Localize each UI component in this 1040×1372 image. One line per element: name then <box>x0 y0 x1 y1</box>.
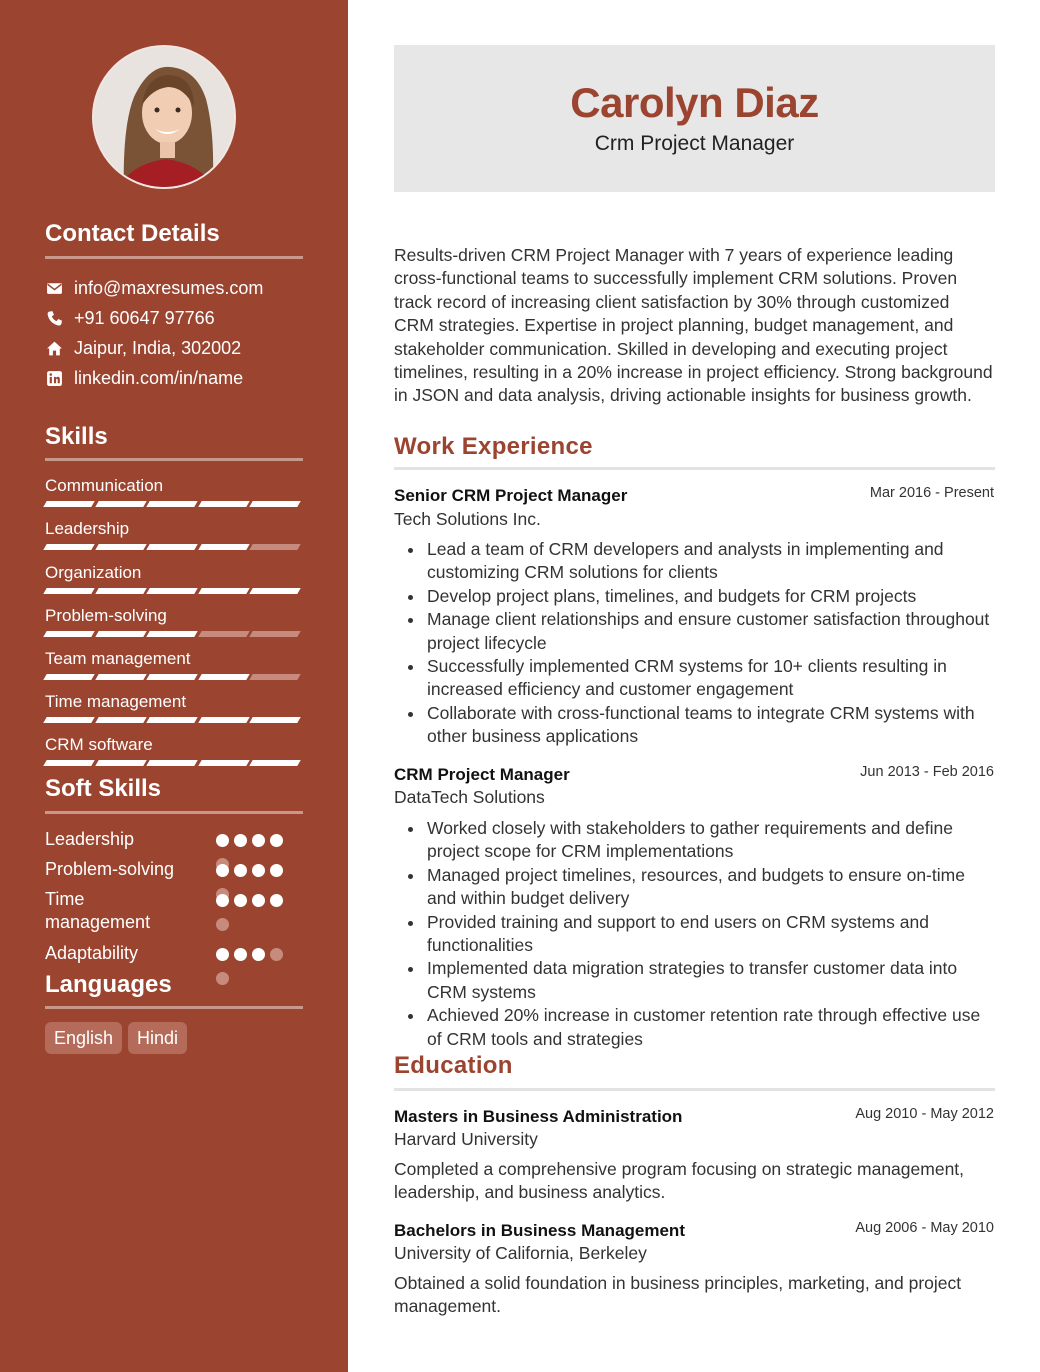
school-name: University of California, Berkeley <box>394 1243 647 1263</box>
education-dates: Aug 2006 - May 2010 <box>855 1220 994 1236</box>
skill-level-segment <box>198 631 249 637</box>
skill-item <box>45 475 303 497</box>
degree-title: Masters in Business Administration <box>394 1107 683 1126</box>
skill-level-segment <box>249 544 300 550</box>
sidebar <box>0 0 348 1372</box>
work-experience-heading: Work Experience <box>394 433 593 460</box>
soft-skill-item <box>45 942 303 965</box>
skill-level-segment <box>146 631 197 637</box>
profile-summary: Results-driven CRM Project Manager with 7 years of experience leading cross-functional teams to successfully implement CRM solutions. Proven track record of increasing client satisfaction by 30% through customized CRM strategies. Expertise in project planning, budget management, and stakeholder communication. Skilled in developing and executing project timelines, resulting in a 20% increase in project efficiency. Strong background in JSON and data analysis, driving actionable insights for business growth. <box>394 245 993 406</box>
skill-label: Leadership <box>45 519 130 538</box>
school-name: Harvard University <box>394 1129 538 1149</box>
job-bullets <box>405 817 995 1051</box>
language-tag: Hindi <box>128 1022 187 1054</box>
skill-level-segment <box>249 760 300 766</box>
skill-level-segment <box>95 760 146 766</box>
skill-level-bar <box>45 501 303 507</box>
skill-level-segment <box>95 631 146 637</box>
contact-address-text: Jaipur, India, 302002 <box>74 337 242 358</box>
skill-item <box>45 605 303 627</box>
skill-item <box>45 562 303 584</box>
rating-dot <box>252 864 265 877</box>
skill-level-segment <box>249 588 300 594</box>
languages-heading: Languages <box>45 971 172 998</box>
skill-level-bar <box>45 631 303 637</box>
skill-level-segment <box>95 717 146 723</box>
list-item: Collaborate with cross-functional teams to integrate CRM systems with other business applications <box>405 702 995 749</box>
skill-level-bar <box>45 760 303 766</box>
skill-level-bar <box>45 588 303 594</box>
job-company: DataTech Solutions <box>394 787 545 807</box>
soft-skills-heading: Soft Skills <box>45 775 162 802</box>
education-description: Obtained a solid foundation in business principles, marketing, and project management. <box>394 1273 962 1317</box>
skill-label: Communication <box>45 476 164 495</box>
soft-skill-item <box>45 858 303 881</box>
skill-level-segment <box>198 717 249 723</box>
resume-header <box>394 45 995 192</box>
skill-level-segment <box>146 588 197 594</box>
work-experience-divider <box>394 467 995 470</box>
skill-level-segment <box>146 674 197 680</box>
rating-dot <box>234 948 247 961</box>
language-tag: English <box>45 1022 122 1054</box>
contact-address <box>45 336 241 360</box>
list-item: Successfully implemented CRM systems for 10+ clients resulting in increased efficiency and customer engagement <box>405 655 995 702</box>
skill-item <box>45 518 303 540</box>
avatar-image <box>94 47 236 189</box>
skill-level-segment <box>249 674 300 680</box>
rating-dot <box>252 834 265 847</box>
skill-level-segment <box>249 501 300 507</box>
rating-dot <box>216 918 229 931</box>
skill-level-segment <box>146 501 197 507</box>
soft-skill-rating <box>216 948 296 996</box>
list-item: Provided training and support to end users on CRM systems and functionalities <box>405 911 995 958</box>
skills-heading: Skills <box>45 423 108 450</box>
rating-dot <box>216 864 229 877</box>
skill-level-bar <box>45 674 303 680</box>
phone-icon <box>45 309 63 327</box>
education-divider <box>394 1088 995 1091</box>
skill-item <box>45 648 303 670</box>
rating-dot <box>234 894 247 907</box>
skill-item <box>45 734 303 756</box>
job-company: Tech Solutions Inc. <box>394 509 541 529</box>
skill-level-segment <box>43 544 94 550</box>
rating-dot <box>216 972 229 985</box>
soft-skills-divider <box>45 811 303 814</box>
list-item: Achieved 20% increase in customer retention rate through effective use of CRM tools and strategies <box>405 1004 995 1051</box>
skill-level-segment <box>95 501 146 507</box>
skill-level-segment <box>198 760 249 766</box>
skill-level-segment <box>198 674 249 680</box>
list-item: Implemented data migration strategies to transfer customer data into CRM systems <box>405 957 995 1004</box>
soft-skill-item <box>45 888 303 934</box>
soft-skill-label: Adaptability <box>45 943 139 963</box>
job-title: CRM Project Manager <box>394 765 570 784</box>
job-title: Senior CRM Project Manager <box>394 486 628 505</box>
skill-level-segment <box>198 501 249 507</box>
skill-label: CRM software <box>45 735 153 754</box>
contact-email-text: info@maxresumes.com <box>74 277 264 298</box>
list-item: Lead a team of CRM developers and analysts in implementing and customizing CRM solutions for clients <box>405 538 995 585</box>
soft-skill-label: Leadership <box>45 829 135 849</box>
contact-phone-text: +91 60647 97766 <box>74 307 215 328</box>
list-item: Worked closely with stakeholders to gather requirements and define project scope for CRM implementations <box>405 817 995 864</box>
skill-label: Problem-solving <box>45 606 167 625</box>
skill-level-segment <box>95 588 146 594</box>
degree-title: Bachelors in Business Management <box>394 1221 685 1240</box>
job-bullets <box>405 538 995 749</box>
skill-level-segment <box>43 588 94 594</box>
skill-level-segment <box>95 544 146 550</box>
rating-dot <box>252 894 265 907</box>
contact-linkedin[interactable] <box>45 366 243 390</box>
skills-divider <box>45 458 303 461</box>
list-item: Managed project timelines, resources, and budgets to ensure on-time and within budget delivery <box>405 864 995 911</box>
soft-skill-item <box>45 828 303 851</box>
skill-level-bar <box>45 544 303 550</box>
job-dates: Jun 2013 - Feb 2016 <box>860 764 994 780</box>
skill-level-segment <box>146 717 197 723</box>
skill-level-segment <box>43 760 94 766</box>
skill-level-segment <box>43 631 94 637</box>
skill-level-segment <box>43 717 94 723</box>
rating-dot <box>216 894 229 907</box>
skill-level-segment <box>198 588 249 594</box>
skill-level-segment <box>95 674 146 680</box>
skill-level-segment <box>146 544 197 550</box>
skill-level-segment <box>249 631 300 637</box>
rating-dot <box>270 864 283 877</box>
candidate-title: Crm Project Manager <box>594 132 795 155</box>
soft-skill-label: Problem-solving <box>45 859 175 879</box>
job-dates: Mar 2016 - Present <box>869 485 994 501</box>
skill-level-segment <box>43 501 94 507</box>
envelope-icon <box>45 279 63 297</box>
contact-details-heading: Contact Details <box>45 220 220 247</box>
linkedin-icon <box>45 369 63 387</box>
list-item: Manage client relationships and ensure customer satisfaction throughout project lifecycle <box>405 608 995 655</box>
soft-skill-label: Time management <box>45 889 151 932</box>
rating-dot <box>216 834 229 847</box>
skill-level-bar <box>45 717 303 723</box>
contact-linkedin-text: linkedin.com/in/name <box>74 367 244 388</box>
contact-email[interactable] <box>45 276 263 300</box>
education-dates: Aug 2010 - May 2012 <box>855 1106 994 1122</box>
skill-label: Organization <box>45 563 142 582</box>
rating-dot <box>234 834 247 847</box>
contact-divider <box>45 256 303 259</box>
education-description: Completed a comprehensive program focusing on strategic management, leadership, and business analytics. <box>394 1159 965 1203</box>
skill-level-segment <box>43 674 94 680</box>
skill-label: Time management <box>45 692 187 711</box>
skill-label: Team management <box>45 649 191 668</box>
skill-level-segment <box>249 717 300 723</box>
rating-dot <box>270 894 283 907</box>
home-icon <box>45 339 63 357</box>
soft-skill-rating <box>216 894 296 942</box>
rating-dot <box>216 948 229 961</box>
skill-level-segment <box>198 544 249 550</box>
education-heading: Education <box>394 1052 513 1079</box>
rating-dot <box>234 864 247 877</box>
list-item: Develop project plans, timelines, and budgets for CRM projects <box>405 585 995 608</box>
skill-level-segment <box>146 760 197 766</box>
contact-phone[interactable] <box>45 306 215 330</box>
rating-dot <box>270 834 283 847</box>
rating-dot <box>252 948 265 961</box>
profile-photo <box>92 45 236 189</box>
skill-item <box>45 691 303 713</box>
rating-dot <box>270 948 283 961</box>
candidate-name: Carolyn Diaz <box>570 79 819 126</box>
languages-divider <box>45 1006 303 1009</box>
